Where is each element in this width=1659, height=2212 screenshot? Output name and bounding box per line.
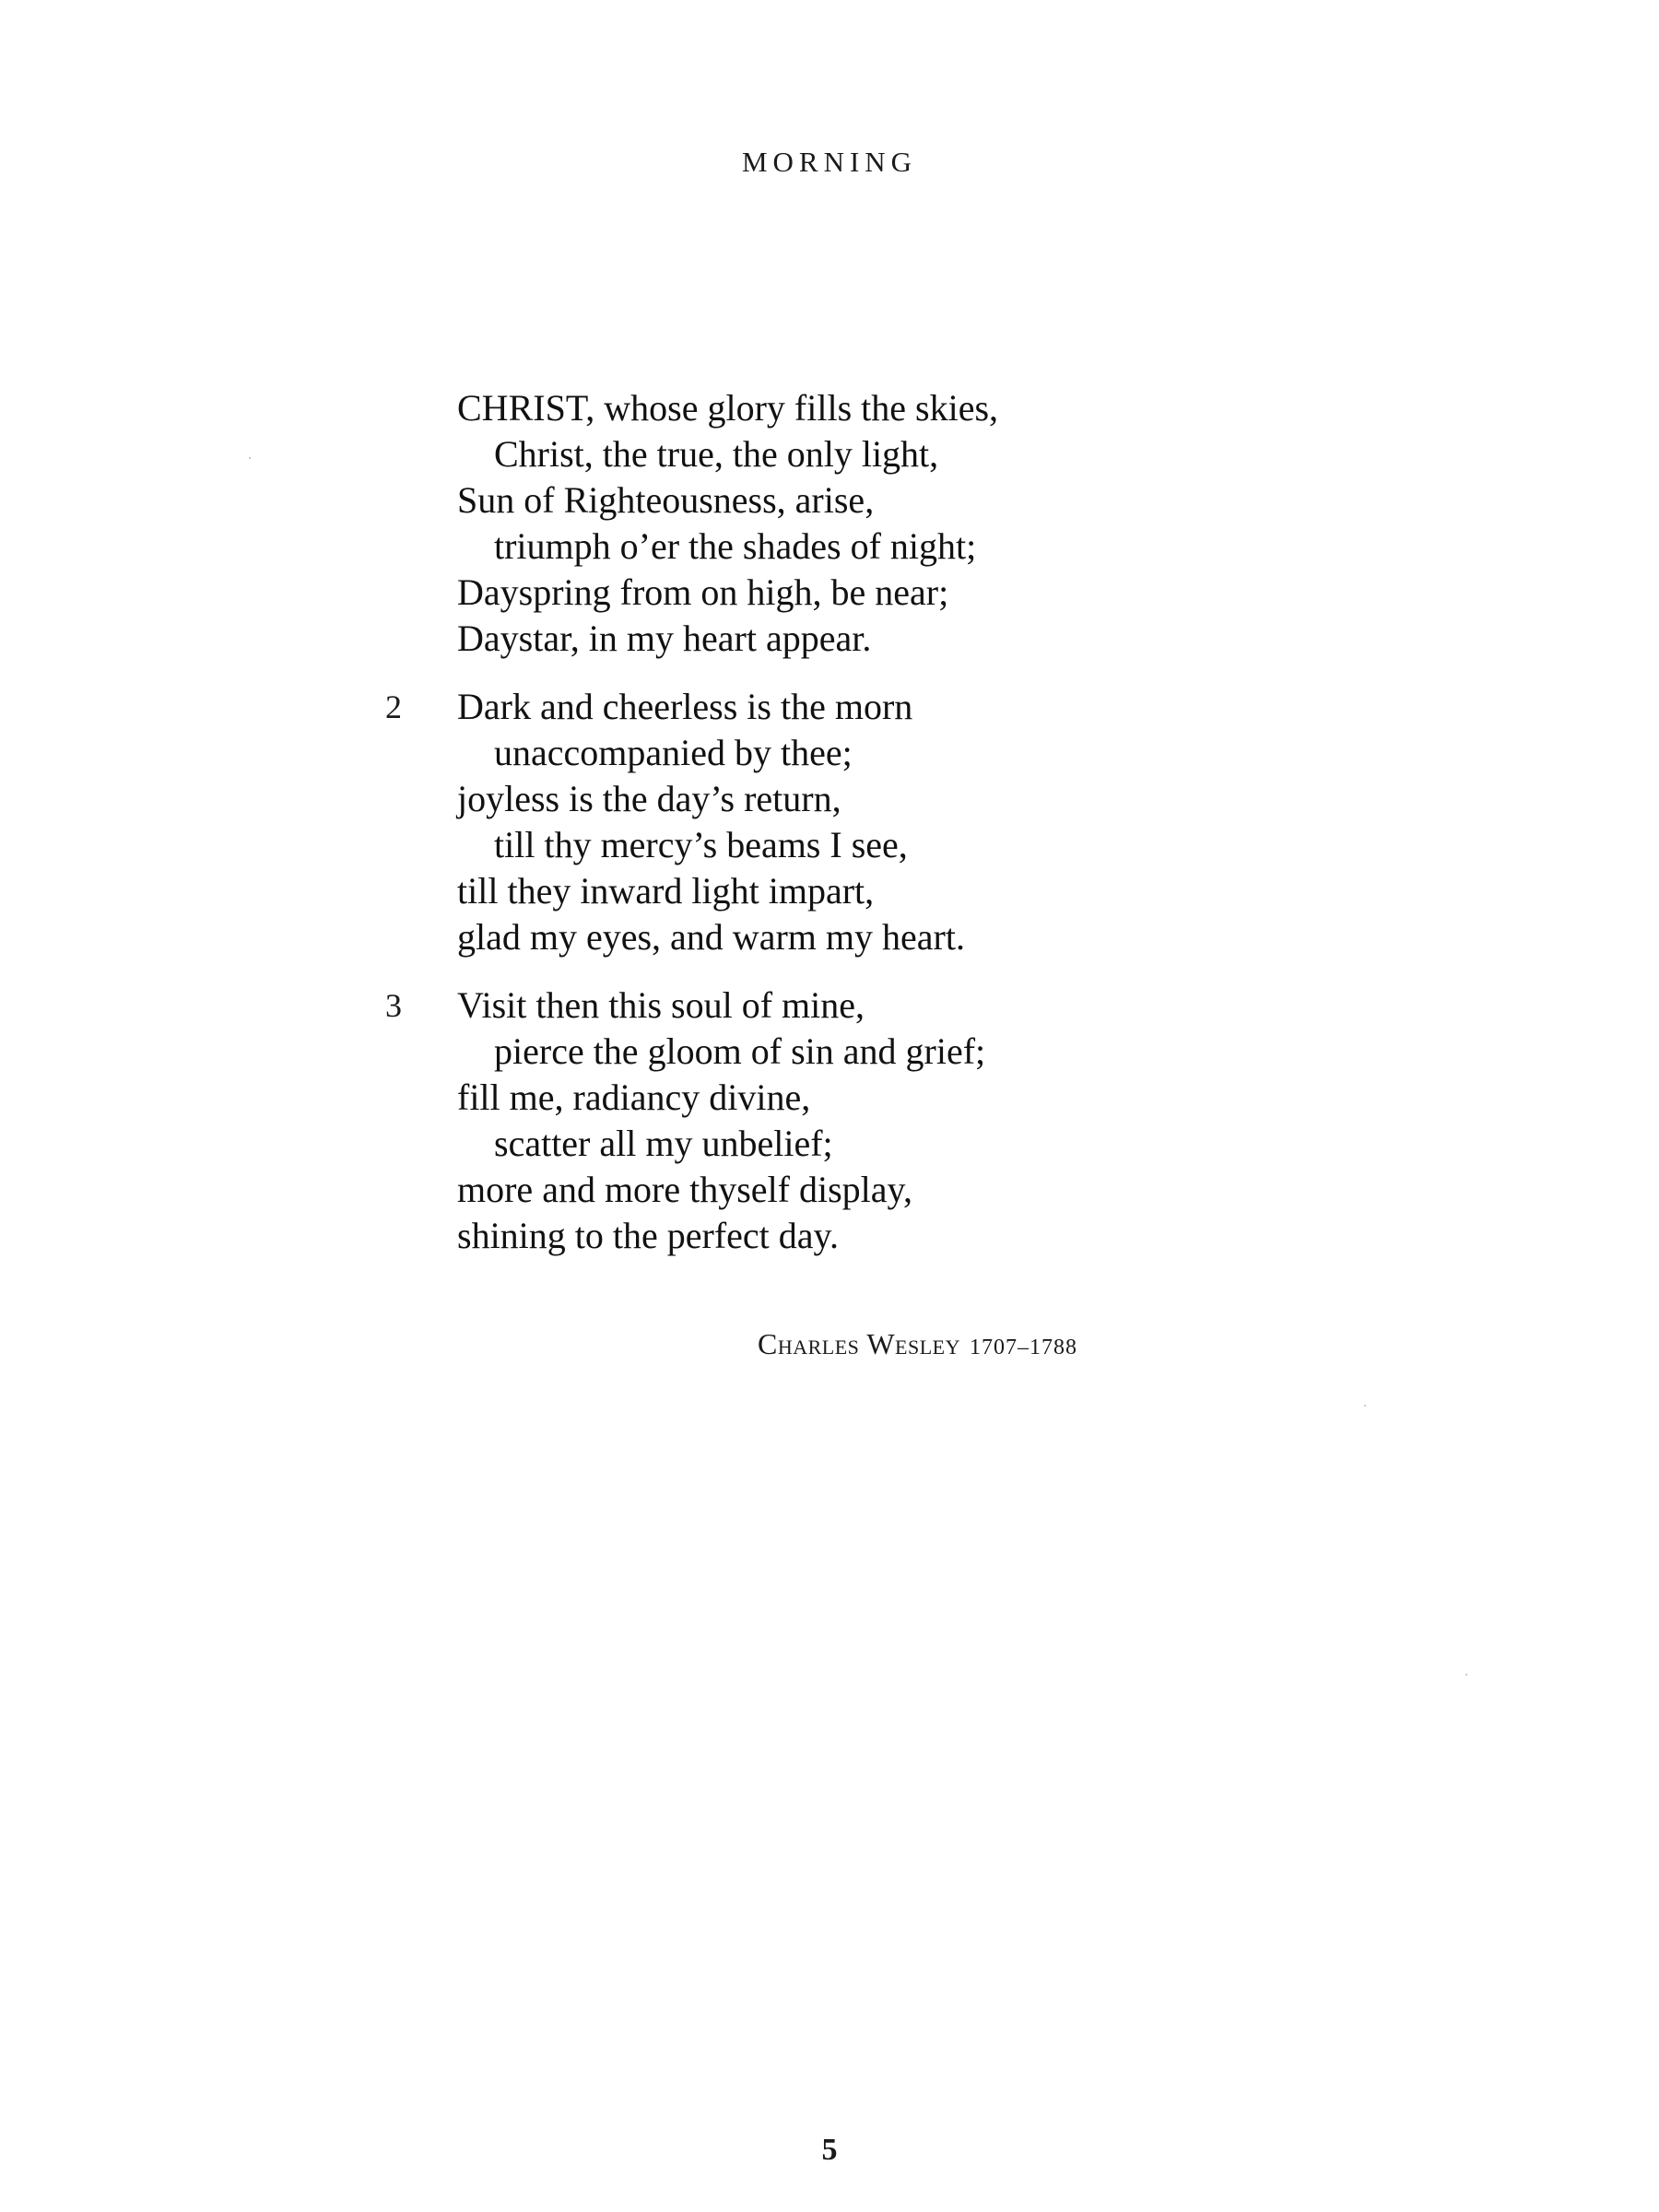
verse-line: Dayspring from on high, be near; — [457, 571, 949, 613]
verse-line: pierce the gloom of sin and grief; — [494, 1030, 986, 1072]
verse-line: till they inward light impart, — [457, 870, 875, 912]
author-name: Charles Wesley — [758, 1327, 960, 1360]
verse-line: scatter all my unbelief; — [494, 1123, 833, 1164]
scan-speck — [1364, 1405, 1366, 1406]
running-head: MORNING — [741, 146, 918, 178]
author-dates: 1707–1788 — [969, 1335, 1077, 1359]
verse-line: Daystar, in my heart appear. — [457, 618, 872, 659]
author-attribution — [758, 1327, 1077, 1361]
verse-line: Christ, the true, the only light, — [494, 433, 939, 475]
verse-line: joyless is the day’s return, — [457, 778, 841, 819]
verse-line: Dark and cheerless is the morn — [457, 686, 913, 727]
verse-line: more and more thyself display, — [457, 1169, 912, 1210]
verse-line: Sun of Righteousness, arise, — [457, 479, 875, 521]
verse-1 — [457, 385, 1287, 662]
verse-line: Visit then this soul of mine, — [457, 984, 865, 1026]
page-number: 5 — [821, 2133, 838, 2167]
scan-speck — [1465, 1674, 1467, 1676]
verse-number: 3 — [385, 987, 402, 1024]
verse-number: 2 — [385, 688, 402, 725]
verse-line: till thy mercy’s beams I see, — [494, 824, 908, 865]
verse-line: fill me, radiancy divine, — [457, 1077, 811, 1118]
verse-3 — [385, 982, 1287, 1259]
verse-line: unaccompanied by thee; — [494, 732, 853, 773]
scan-speck — [249, 457, 251, 459]
verse-line: glad my eyes, and warm my heart. — [457, 916, 965, 958]
verse-line: shining to the perfect day. — [457, 1215, 839, 1256]
verse-line: triumph o’er the shades of night; — [494, 525, 977, 567]
hymn-text — [385, 385, 1287, 1281]
verse-line: CHRIST, whose glory fills the skies, — [457, 387, 999, 429]
verse-2 — [385, 684, 1287, 960]
